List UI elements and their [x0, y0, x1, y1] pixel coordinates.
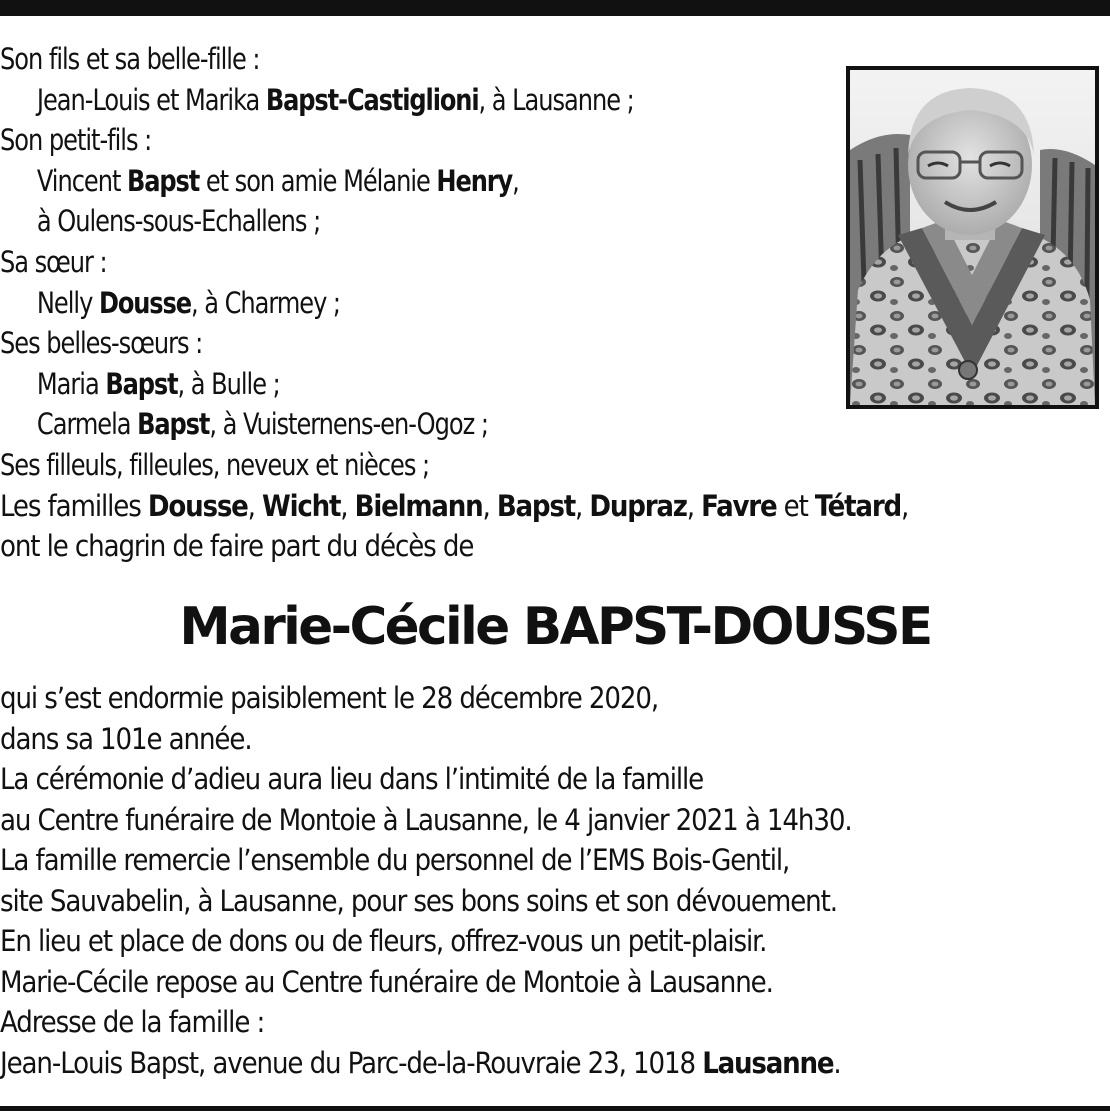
notice-line — [0, 921, 852, 962]
notice-line — [0, 800, 852, 841]
notice-body — [0, 678, 852, 1083]
text-fragment: La cérémonie d’adieu aura lieu dans l’intimité de la famille — [0, 762, 704, 796]
notice-line — [0, 120, 838, 161]
surname: Henry — [436, 163, 513, 198]
text-fragment: ont le chagrin de faire part du décès de — [0, 529, 474, 564]
text-fragment: Maria — [36, 366, 106, 401]
text-fragment: Les familles — [0, 488, 148, 523]
notice-line — [0, 39, 838, 80]
text-fragment: , à Charmey ; — [190, 285, 341, 320]
text-fragment: , à Bulle ; — [177, 366, 280, 401]
notice-line — [0, 719, 852, 760]
surname: Dousse — [147, 488, 248, 523]
notice-line — [0, 881, 852, 922]
notice-line — [0, 242, 838, 283]
notice-line — [0, 486, 908, 527]
notice-line — [0, 364, 838, 405]
notice-line — [0, 962, 852, 1003]
text-fragment: Son fils et sa belle-fille : — [0, 42, 260, 76]
text-fragment: , — [575, 488, 590, 523]
text-fragment: qui s’est endormie paisiblement le 28 décembre 2020, — [0, 681, 659, 715]
text-fragment: , — [340, 488, 355, 523]
text-fragment: au Centre funéraire de Montoie à Lausanne, le 4 janvier 2021 à 14h30. — [0, 802, 852, 837]
surname: Bapst — [105, 366, 178, 401]
notice-line — [0, 1043, 852, 1084]
surname: Wicht — [262, 488, 341, 523]
portrait-image — [850, 70, 1095, 405]
text-fragment: Ses belles-sœurs : — [0, 326, 203, 361]
surname: Bapst — [127, 163, 200, 198]
notice-line — [0, 201, 838, 242]
text-fragment: Nelly — [36, 285, 99, 320]
notice-line — [0, 840, 852, 881]
surname: Tétard — [814, 488, 901, 523]
text-fragment: , — [686, 488, 702, 523]
surname: Bielmann — [354, 488, 483, 523]
surname: Bapst — [496, 488, 576, 523]
top-rule — [0, 0, 1110, 16]
deceased-name: Marie-Cécile BAPST-DOUSSE — [179, 597, 931, 657]
surname: Bapst-Castiglioni — [265, 82, 479, 117]
surname: Bapst — [137, 407, 210, 442]
text-fragment: , à Lausanne ; — [478, 82, 634, 117]
text-fragment: , — [512, 163, 519, 198]
text-fragment: site Sauvabelin, à Lausanne, pour ses bons soins et son dévouement. — [0, 883, 837, 918]
surname: Favre — [701, 488, 777, 523]
portrait-photo — [846, 66, 1099, 409]
text-fragment: Sa sœur : — [0, 244, 107, 279]
notice-line — [0, 526, 908, 567]
family-list — [0, 39, 908, 567]
text-fragment: et — [776, 488, 815, 523]
text-fragment: Son petit-fils : — [0, 123, 152, 158]
text-fragment: dans sa 101e année. — [0, 721, 252, 756]
text-fragment: , — [247, 488, 263, 523]
text-fragment: et son amie Mélanie — [199, 163, 437, 198]
notice-line — [0, 1002, 852, 1043]
text-fragment: Carmela — [36, 407, 138, 442]
surname: Dupraz — [589, 488, 687, 523]
text-fragment: . — [833, 1045, 841, 1080]
text-fragment: Ses filleuls, filleules, neveux et nièces ; — [0, 447, 430, 482]
notice-line — [0, 323, 838, 364]
text-fragment: Jean-Louis Bapst, avenue du Parc-de-la-Rouvraie 23, 1018 — [0, 1045, 703, 1080]
text-fragment: , à Vuisternens-en-Ogoz ; — [209, 407, 488, 442]
text-fragment: Adresse de la famille : — [0, 1005, 265, 1039]
notice-line — [0, 678, 852, 719]
notice-line — [0, 404, 838, 445]
text-fragment: Marie-Cécile repose au Centre funéraire de Montoie à Lausanne. — [0, 964, 773, 999]
text-fragment: Vincent — [36, 163, 128, 198]
text-fragment: La famille remercie l’ensemble du personnel de l’EMS Bois-Gentil, — [0, 843, 790, 877]
text-fragment: , — [482, 488, 497, 523]
bottom-rule — [0, 1106, 1110, 1111]
notice-line — [0, 283, 838, 324]
surname: Lausanne — [702, 1045, 834, 1080]
notice-line — [0, 80, 838, 121]
text-fragment: à Oulens-sous-Echallens ; — [36, 204, 321, 239]
text-fragment: Jean-Louis et Marika — [36, 82, 266, 117]
notice-line — [0, 161, 838, 202]
notice-line — [0, 759, 852, 800]
surname: Dousse — [98, 285, 191, 320]
text-fragment: , — [900, 488, 909, 523]
notice-line — [0, 445, 838, 486]
text-fragment: En lieu et place de dons ou de fleurs, offrez-vous un petit-plaisir. — [0, 924, 767, 958]
